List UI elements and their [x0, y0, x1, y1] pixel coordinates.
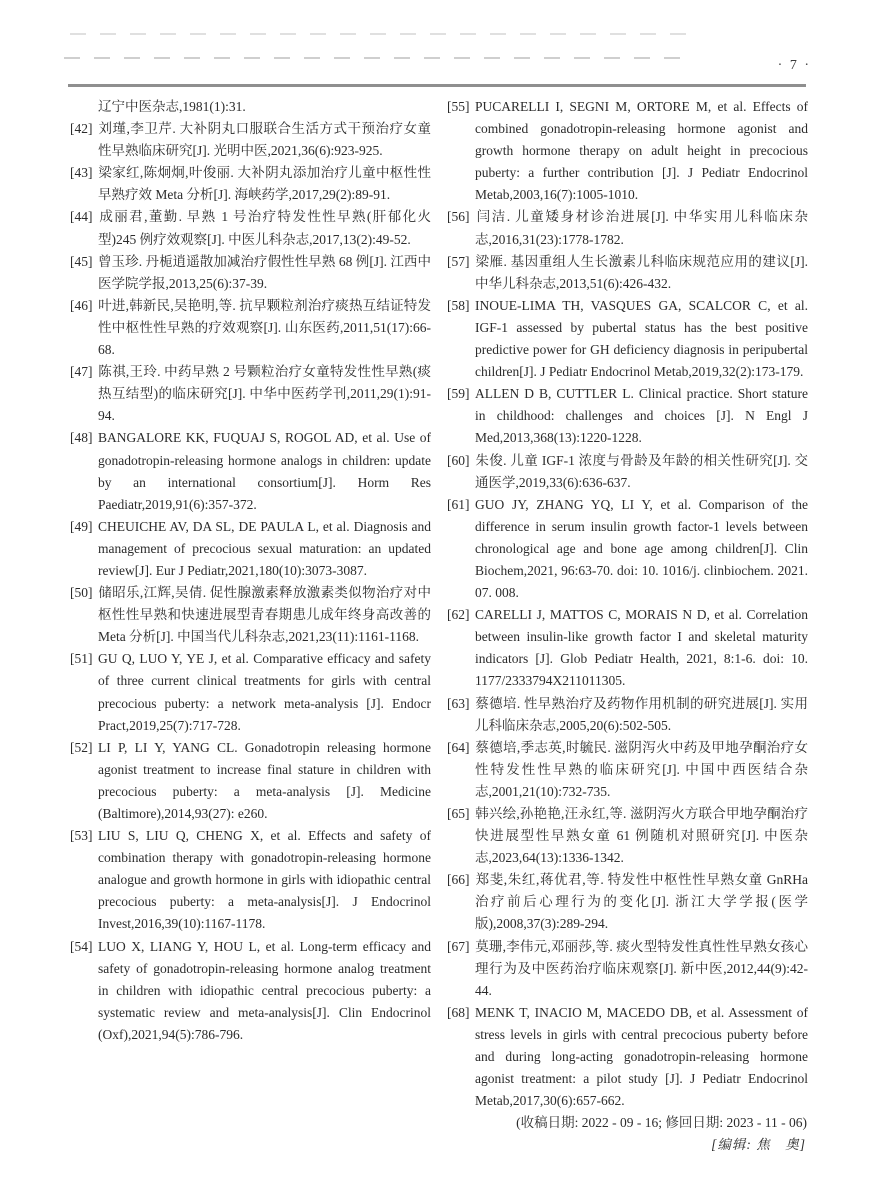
reference-number: [54] — [70, 938, 93, 954]
reference-text: ALLEN D B, CUTTLER L. Clinical practice. Short stature in childhood: challenges and choices [J]. N Engl J Med,2013,368(13):1220-1228. — [475, 386, 808, 446]
reference-entry — [70, 162, 431, 206]
reference-entry — [447, 206, 808, 250]
reference-number: [53] — [70, 828, 93, 844]
reference-entry — [70, 648, 431, 736]
reference-entry — [70, 96, 431, 118]
reference-entry — [70, 737, 431, 825]
reference-number: [64] — [447, 739, 470, 755]
reference-text: 成丽君,董勤. 早熟 1 号治疗特发性性早熟(肝郁化火型)245 例疗效观察[J]. 中医儿科杂志,2017,13(2):49-52. — [98, 209, 431, 247]
reference-number: [60] — [447, 452, 470, 468]
reference-number: [68] — [447, 1004, 470, 1020]
reference-text: MENK T, INACIO M, MACEDO DB, et al. Assessment of stress levels in girls with central precocious puberty before and during long-acting gonadotropin-releasing hormone agonist treatment: a pilot study [J]. J Pediatr Endocrinol Metab,2017,30(6):657-662. — [475, 1004, 808, 1109]
reference-number: [47] — [70, 364, 93, 380]
reference-number: [44] — [70, 209, 93, 225]
reference-entry — [70, 361, 431, 427]
references-section — [70, 96, 808, 1157]
reference-text: INOUE-LIMA TH, VASQUES GA, SCALCOR C, et al. IGF-1 assessed by pubertal status has the best positive predictive power for GH deficiency diagnosis in peripubertal children[J]. J Pediatr Endocrinol Metab,2019,32(2):173-179. — [475, 297, 808, 380]
reference-text: GU Q, LUO Y, YE J, et al. Comparative efficacy and safety of three current clinical treatments for girls with central precocious puberty: a network meta-analysis [J]. Endocr Pract,2019,25(7):717-728. — [98, 651, 431, 733]
reference-entry — [70, 251, 431, 295]
reference-text: 辽宁中医杂志,1981(1):31. — [98, 99, 246, 114]
reference-entry — [70, 295, 431, 361]
reference-text: GUO JY, ZHANG YQ, LI Y, et al. Comparison of the difference in serum insulin growth factor-1 levels between chronological age and bone age among children[J]. Clin Biochem,2021, 96:63-70. doi: 10. 1016/j. clinbiochem. 2021. 07. 008. — [475, 496, 808, 601]
reference-entry — [447, 869, 808, 935]
references-column-right — [447, 96, 808, 1157]
reference-entry — [447, 295, 808, 383]
reference-text: 蔡德培. 性早熟治疗及药物作用机制的研究进展[J]. 实用儿科临床杂志,2005,20(6):502-505. — [475, 695, 808, 733]
reference-entry — [70, 582, 431, 648]
reference-text: 闫洁. 儿童矮身材诊治进展[J]. 中华实用儿科临床杂志,2016,31(23):1778-1782. — [475, 209, 808, 247]
reference-number: [61] — [447, 496, 470, 512]
reference-entry — [447, 251, 808, 295]
reference-number: [46] — [70, 297, 93, 313]
reference-number: [48] — [70, 430, 93, 446]
reference-entry — [447, 604, 808, 692]
reference-text: 韩兴绘,孙艳艳,汪永红,等. 滋阴泻火方联合甲地孕酮治疗快进展型性早熟女童 61 例随机对照研究[J]. 中医杂志,2023,64(13):1336-1342. — [475, 806, 808, 866]
reference-text: LIU S, LIU Q, CHENG X, et al. Effects and safety of combination therapy with gonadotropin-releasing hormone analogue and growth hormone in girls with idiopathic central precocious puberty: a meta-analysis[J]. J Endocrinol Invest,2016,39(10):1167-1178. — [98, 828, 431, 932]
reference-number: [65] — [447, 806, 470, 821]
reference-number: [55] — [447, 99, 470, 114]
reference-text: 梁雁. 基因重组人生长激素儿科临床规范应用的建议[J]. 中华儿科杂志,2013,51(6):426-432. — [475, 253, 808, 291]
reference-text: 梁家红,陈炯炯,叶俊丽. 大补阴丸添加治疗儿童中枢性性早熟疗效 Meta 分析[J]. 海峡药学,2017,29(2):89-91. — [98, 165, 431, 203]
reference-entry — [447, 494, 808, 604]
reference-text: BANGALORE KK, FUQUAJ S, ROGOL AD, et al. Use of gonadotropin-releasing hormone analogs in children: update by an international consortium[J]. Horm Res Paediatr,2019,91(6):357-372. — [98, 430, 431, 512]
reference-text: 曾玉珍. 丹栀逍遥散加减治疗假性性早熟 68 例[J]. 江西中医学院学报,2013,25(6):37-39. — [98, 253, 431, 291]
reference-entry — [447, 803, 808, 869]
reference-number: [57] — [447, 253, 470, 269]
references-column-left — [70, 96, 431, 1157]
reference-number: [66] — [447, 872, 470, 888]
reference-number: [49] — [70, 518, 93, 534]
reference-text: CARELLI J, MATTOS C, MORAIS N D, et al. Correlation between insulin-like growth factor I and skeletal maturity indicators [J]. Glob Pediatr Health, 2021, 8:1-6. doi: 10. 1177/2333794X211011305. — [475, 607, 808, 689]
reference-text: LUO X, LIANG Y, HOU L, et al. Long-term efficacy and safety of gonadotropin-releasing hormone analog treatment in children with idiopathic central precocious puberty: a systematic review and meta-analysis[J]. Clin Endocrinol (Oxf),2021,94(5):786-796. — [98, 938, 431, 1042]
reference-entry — [447, 737, 808, 803]
reference-text: 朱俊. 儿童 IGF-1 浓度与骨龄及年龄的相关性研究[J]. 交通医学,2019,33(6):636-637. — [475, 452, 808, 490]
reference-entry — [447, 96, 808, 206]
reference-entry — [70, 516, 431, 582]
reference-number: [51] — [70, 651, 93, 667]
received-revised-dates: (收稿日期: 2022 - 09 - 16; 修回日期: 2023 - 11 - 06) — [516, 1115, 807, 1131]
reference-entry — [447, 450, 808, 494]
reference-number: [62] — [447, 607, 470, 623]
reference-text: 莫珊,李伟元,邓丽莎,等. 痰火型特发性真性性早熟女孩心理行为及中医药治疗临床观察[J]. 新中医,2012,44(9):42-44. — [475, 938, 808, 998]
reference-number: [52] — [70, 739, 93, 755]
reference-number: [56] — [447, 209, 470, 225]
reference-number: [58] — [447, 297, 470, 313]
reference-text: 储昭乐,江辉,吴倩. 促性腺激素释放激素类似物治疗对中枢性性早熟和快速进展型青春期患儿成年终身高改善的 Meta 分析[J]. 中国当代儿科杂志,2021,23(11):1161-1168. — [98, 585, 431, 645]
reference-entry — [70, 936, 431, 1046]
editor-credit: [编辑: 焦 奥] — [711, 1137, 806, 1153]
reference-entry — [70, 118, 431, 162]
reference-text: PUCARELLI I, SEGNI M, ORTORE M, et al. Effects of combined gonadotropin-releasing hormone agonist and growth hormone therapy on adult height in precocious puberty: a further contribution [J]. J Pediatr Endocrinol Metab,2003,16(7):1005-1010. — [475, 99, 808, 203]
reference-text: 蔡德培,季志英,时毓民. 滋阴泻火中药及甲地孕酮治疗女性特发性性早熟的临床研究[J]. 中国中西医结合杂志,2001,21(10):732-735. — [475, 739, 808, 799]
reference-text: 叶进,韩新民,吴艳明,等. 抗早颗粒剂治疗痰热互结证特发性中枢性性早熟的疗效观察[J]. 山东医药,2011,51(17):66-68. — [98, 297, 431, 358]
reference-number: [45] — [70, 253, 93, 269]
reference-text: 刘瑾,李卫芹. 大补阴丸口服联合生活方式干预治疗女童性早熟临床研究[J]. 光明中医,2021,36(6):923-925. — [98, 121, 431, 159]
page-number: · 7 · — [777, 58, 811, 73]
scan-artifact-line-second — [64, 57, 692, 59]
reference-number: [63] — [447, 695, 470, 711]
reference-number: [42] — [70, 121, 93, 137]
reference-text: CHEUICHE AV, DA SL, DE PAULA L, et al. Diagnosis and management of precocious sexual maturation: an updated review[J]. Eur J Pediatr,2021,180(10):3073-3087. — [98, 518, 431, 578]
reference-entry — [70, 206, 431, 250]
reference-entry — [447, 936, 808, 1002]
reference-entry — [447, 383, 808, 449]
reference-number: [50] — [70, 585, 93, 601]
reference-number: [59] — [447, 386, 470, 402]
scan-artifact-line-top — [70, 33, 695, 35]
reference-text: 郑斐,朱红,蒋优君,等. 特发性中枢性性早熟女童 GnRHa 治疗前后心理行为的变化[J]. 浙江大学学报(医学版),2008,37(3):289-294. — [475, 872, 808, 932]
header-rule — [68, 84, 806, 87]
reference-number: [43] — [70, 165, 93, 181]
reference-text: 陈祺,王玲. 中药早熟 2 号颗粒治疗女童特发性性早熟(痰热互结型)的临床研究[J]. 中华中医药学刊,2011,29(1):91-94. — [98, 364, 431, 424]
reference-entry — [447, 1002, 808, 1112]
reference-entry — [70, 427, 431, 515]
reference-entry — [70, 825, 431, 935]
reference-number: [67] — [447, 938, 470, 954]
reference-text: LI P, LI Y, YANG CL. Gonadotropin releasing hormone agonist treatment to increase final stature in children with precocious puberty: a meta-analysis [J]. Medicine (Baltimore),2014,93(27): e260. — [98, 739, 431, 821]
reference-entry — [447, 693, 808, 737]
